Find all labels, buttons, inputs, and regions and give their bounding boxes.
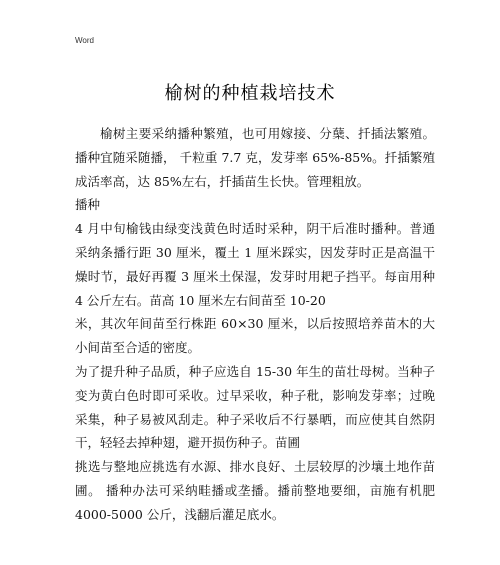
section-heading-sowing: 播种 [75, 197, 101, 213]
document-title: 榆树的种植栽培技术 [164, 83, 336, 104]
document-body [75, 122, 435, 527]
paragraph-thinning: 米，其次年间苗至行株距 60×30 厘米，以后按照培养苗木的大小间苗至合适的密度。 [75, 316, 435, 356]
document-header-label: Word [75, 36, 94, 45]
paragraph-nursery: 挑选与整地应挑选有水源、排水良好、土层较厚的沙壤土地作苗圃。 播种办法可采纳畦播或垄播。播前整地要细，亩施有机肥 4000-5000 公斤，浅翻后灌足底水。 [75, 459, 435, 522]
paragraph-sowing: 4 月中旬榆钱由绿变浅黄色时适时采种，阴干后准时播种。普通采纳条播行距 30 厘米，覆土 1 厘米踩实，因发芽时正是高温干燥时节，最好再覆 3 厘米土保湿，发芽时用耙子挡平。每亩用种 4 公斤左右。苗高 10 厘米左右间苗至 10-20 [75, 221, 435, 308]
paragraph-intro: 榆树主要采纳播种繁殖，也可用嫁接、分蘖、扦插法繁殖。播种宜随采随播， 千粒重 7.7 克，发芽率 65%-85%。扦插繁殖成活率高，达 85%左右，扦插苗生长快。管理粗放。 [75, 126, 435, 189]
paragraph-seed-quality: 为了提升种子品质，种子应选自 15-30 年生的苗壮母树。当种子变为黄白色时即可采收。过早采收，种子秕，影响发芽率；过晚采集，种子易被风刮走。种子采收后不行暴晒，而应使其自然阴干，轻轻去掉种翅，避开损伤种子。苗圃 [75, 363, 435, 451]
